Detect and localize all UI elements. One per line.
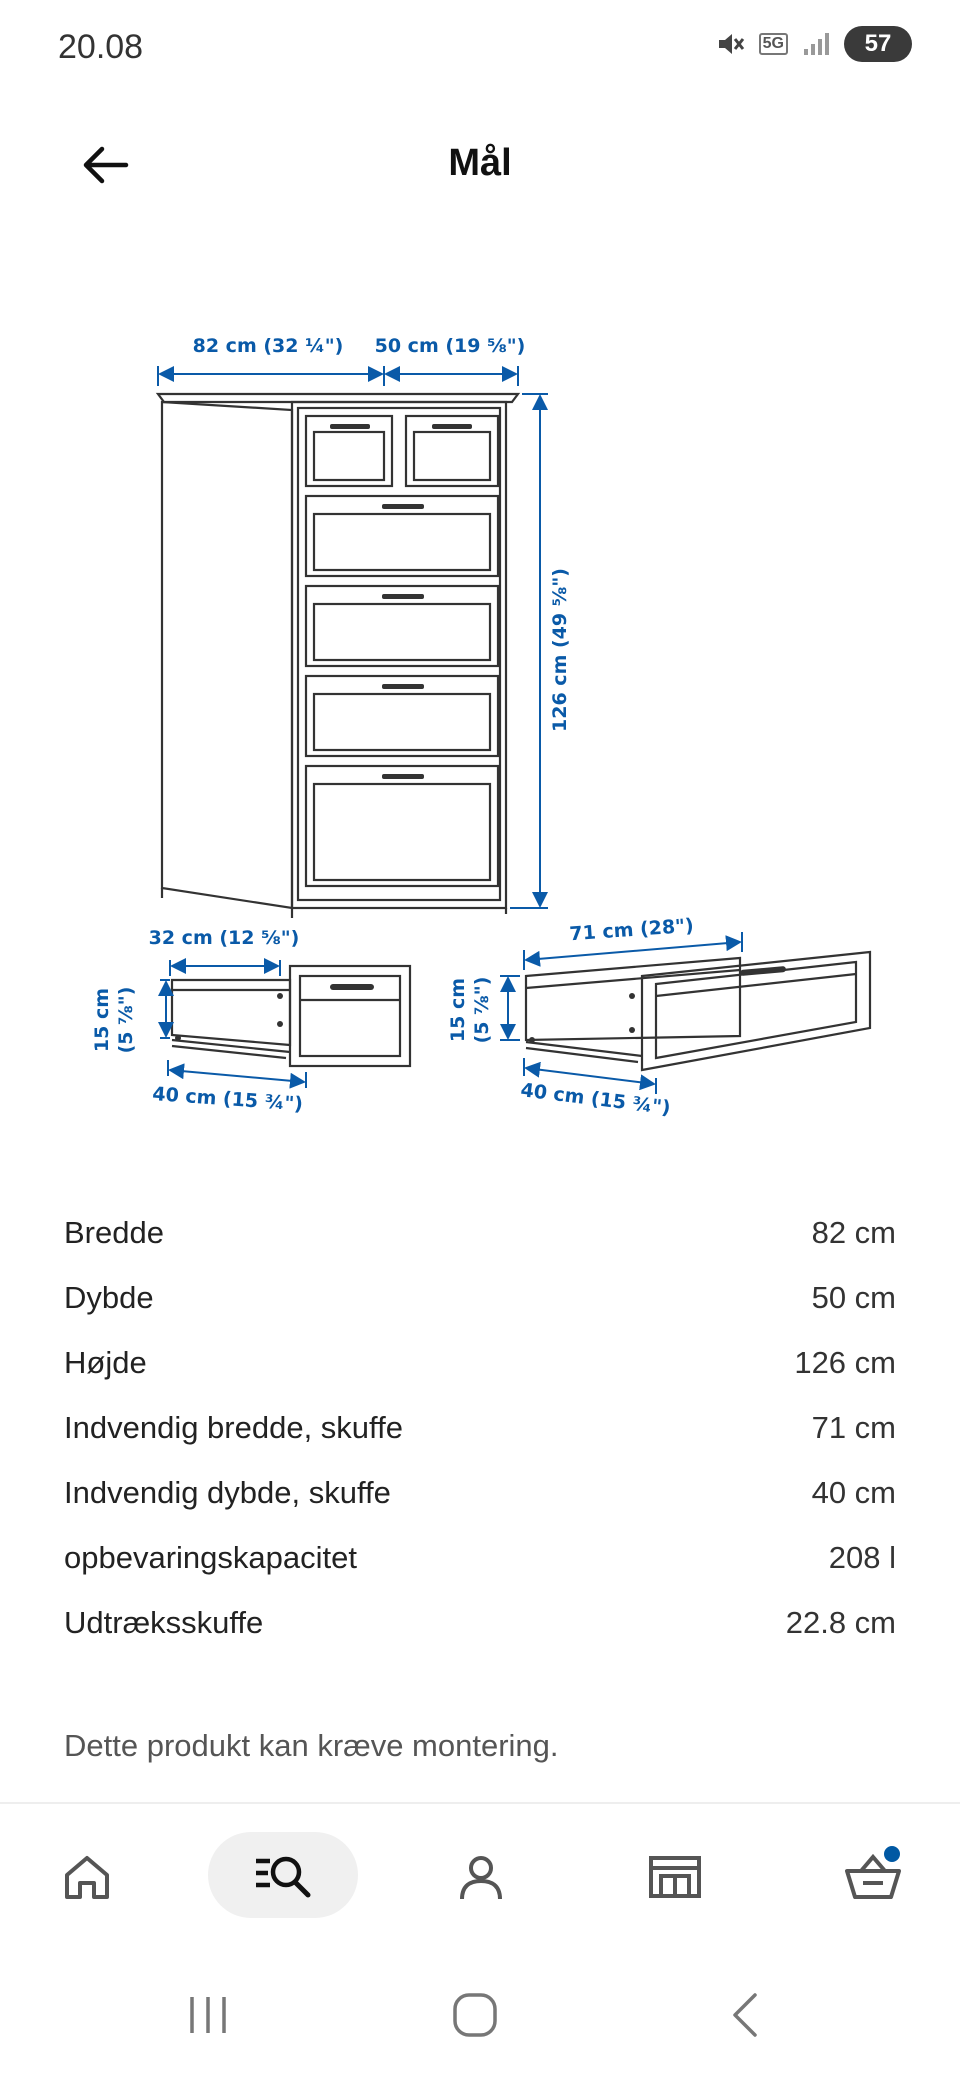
recent-apps-button[interactable] [168, 1980, 248, 2050]
nav-cart-button[interactable] [828, 1832, 918, 1922]
system-nav [0, 1980, 960, 2050]
nav-home-button[interactable] [42, 1832, 132, 1922]
small-drawer-height-cm-label: 15 cm [91, 987, 113, 1053]
large-drawer-width-label: 71 cm (28") [568, 914, 695, 946]
large-drawer-height-cm-label: 15 cm [447, 977, 469, 1043]
large-drawer-depth-label: 40 cm (15 ¾") [519, 1079, 672, 1120]
spec-row-inner-width [64, 1410, 896, 1475]
small-drawer-depth-label: 40 cm (15 ¾") [151, 1083, 304, 1116]
spec-label: Indvendig dybde, skuffe [64, 1475, 391, 1510]
spec-row-drawer-extension [64, 1605, 896, 1670]
small-drawer-height-in-label: (5 ⅞") [115, 986, 137, 1054]
mute-icon [715, 29, 745, 59]
dresser-diagram-svg [0, 300, 960, 1130]
small-drawer-width-label: 32 cm (12 ⅝") [148, 927, 300, 949]
large-drawer-dimension-lines [500, 932, 742, 1094]
spec-label: Dybde [64, 1280, 154, 1315]
spec-value: 208 l [828, 1540, 896, 1575]
spec-value: 50 cm [811, 1280, 896, 1315]
spec-value: 126 cm [794, 1345, 896, 1380]
chest-drawing [158, 394, 518, 918]
dimension-diagram [0, 300, 960, 1130]
nav-store-button[interactable] [630, 1832, 720, 1922]
page-title: Mål [448, 142, 512, 184]
spec-value: 82 cm [811, 1215, 896, 1250]
nav-profile-button[interactable] [436, 1832, 526, 1922]
large-drawer-height-in-label: (5 ⅞") [471, 976, 493, 1044]
spec-label: Udtræksskuffe [64, 1605, 264, 1640]
small-drawer-drawing [172, 966, 410, 1066]
home-icon [62, 1853, 112, 1901]
chest-handles [330, 424, 472, 779]
large-drawer-drawing [526, 952, 870, 1070]
status-time: 20.08 [58, 28, 144, 66]
spec-list [64, 1215, 896, 1670]
status-bar [0, 0, 960, 100]
spec-label: Indvendig bredde, skuffe [64, 1410, 403, 1445]
cart-badge [884, 1846, 900, 1862]
spec-row-capacity [64, 1540, 896, 1605]
spec-row-depth [64, 1280, 896, 1345]
nav-search-button[interactable] [208, 1832, 358, 1918]
bottom-nav [0, 1832, 960, 1922]
home-system-button[interactable] [435, 1980, 515, 2050]
network-5g-icon: 5G [759, 33, 788, 55]
height-dimension-label: 126 cm (49 ⅝") [549, 568, 571, 732]
back-system-button[interactable] [704, 1980, 784, 2050]
header [0, 120, 960, 210]
spec-value: 71 cm [811, 1410, 896, 1445]
store-icon [647, 1854, 703, 1900]
depth-dimension-label: 50 cm (19 ⅝") [374, 335, 526, 357]
spec-label: opbevaringskapacitet [64, 1540, 357, 1575]
spec-label: Højde [64, 1345, 147, 1380]
signal-icon [802, 31, 830, 57]
back-chevron-icon [729, 1993, 759, 2037]
small-drawer-details [175, 984, 374, 1041]
width-dimension-label: 82 cm (32 ¼") [192, 335, 344, 357]
spec-label: Bredde [64, 1215, 164, 1250]
battery-level: 57 [864, 30, 892, 57]
spec-row-inner-depth [64, 1475, 896, 1540]
spec-value: 40 cm [811, 1475, 896, 1510]
nav-divider [0, 1802, 960, 1804]
recent-apps-icon [186, 1995, 230, 2035]
spec-row-height [64, 1345, 896, 1410]
search-icon [252, 1851, 314, 1899]
status-icons [715, 26, 912, 62]
profile-icon [457, 1853, 505, 1901]
home-circle-icon [452, 1992, 498, 2038]
assembly-note: Dette produkt kan kræve montering. [64, 1728, 559, 1763]
spec-value: 22.8 cm [785, 1605, 896, 1640]
spec-row-width [64, 1215, 896, 1280]
battery-icon [844, 26, 912, 62]
